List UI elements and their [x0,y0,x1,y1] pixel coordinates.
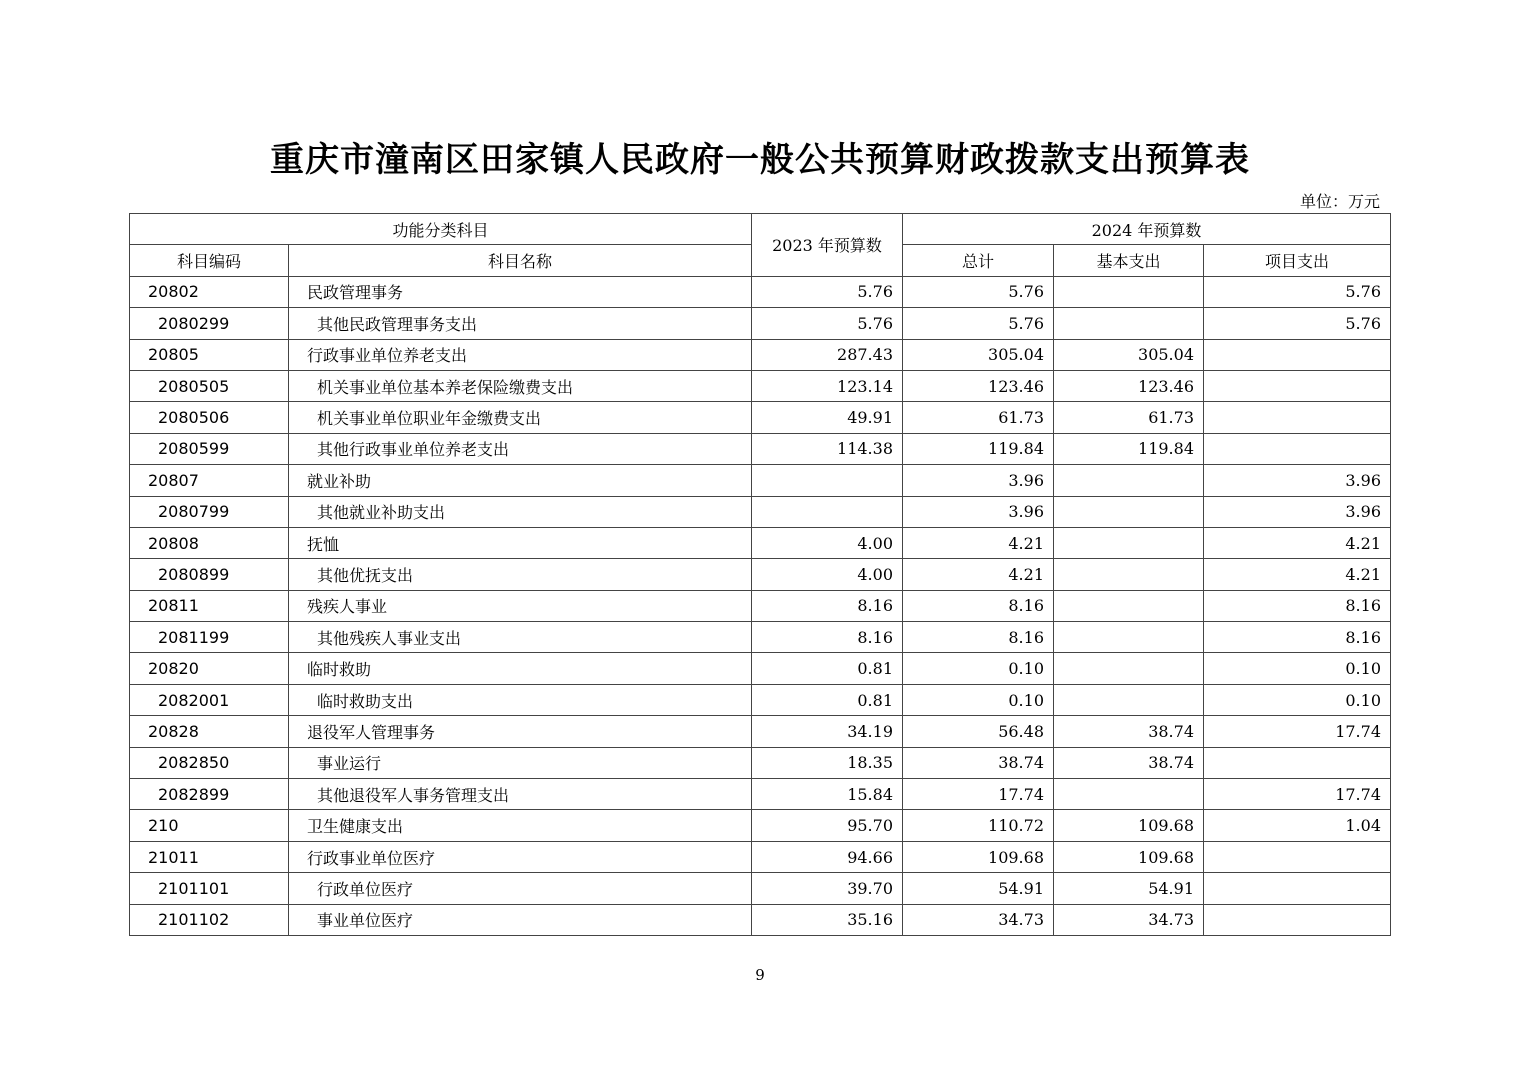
row-code: 20805 [130,339,289,370]
row-basic: 109.68 [1054,841,1204,872]
table-row [130,276,1391,307]
row-code: 2082001 [130,684,289,715]
row-2023: 39.70 [752,873,903,904]
row-total: 17.74 [903,779,1054,810]
row-total: 3.96 [903,496,1054,527]
row-project: 4.21 [1204,527,1391,558]
row-2023: 8.16 [752,622,903,653]
table-row [130,308,1391,339]
row-name: 机关事业单位职业年金缴费支出 [289,402,752,433]
row-2023 [752,465,903,496]
row-2023: 94.66 [752,841,903,872]
row-code: 20808 [130,527,289,558]
table-row [130,402,1391,433]
row-2023: 123.14 [752,370,903,401]
header-basic: 基本支出 [1054,245,1204,276]
row-basic [1054,496,1204,527]
row-2023: 8.16 [752,590,903,621]
table-row [130,465,1391,496]
row-2023: 0.81 [752,653,903,684]
row-code: 2080299 [130,308,289,339]
row-name: 行政事业单位养老支出 [289,339,752,370]
row-code: 20811 [130,590,289,621]
row-project: 17.74 [1204,716,1391,747]
table-row [130,716,1391,747]
row-code: 20820 [130,653,289,684]
row-name: 事业运行 [289,747,752,778]
table-body [130,276,1391,935]
row-basic [1054,653,1204,684]
header-code: 科目编码 [130,245,289,276]
row-basic [1054,779,1204,810]
row-project [1204,339,1391,370]
row-total: 109.68 [903,841,1054,872]
table-row [130,684,1391,715]
row-basic [1054,684,1204,715]
table-row [130,590,1391,621]
row-code: 210 [130,810,289,841]
row-total: 305.04 [903,339,1054,370]
row-2023: 95.70 [752,810,903,841]
table-row [130,747,1391,778]
row-code: 2080799 [130,496,289,527]
row-2023: 49.91 [752,402,903,433]
row-project [1204,433,1391,464]
header-total: 总计 [903,245,1054,276]
row-total: 54.91 [903,873,1054,904]
row-total: 5.76 [903,308,1054,339]
row-basic [1054,308,1204,339]
row-name: 残疾人事业 [289,590,752,621]
row-code: 2080899 [130,559,289,590]
row-name: 临时救助 [289,653,752,684]
row-code: 2080506 [130,402,289,433]
row-basic: 61.73 [1054,402,1204,433]
row-name: 抚恤 [289,527,752,558]
row-basic [1054,590,1204,621]
row-2023: 34.19 [752,716,903,747]
page-title: 重庆市潼南区田家镇人民政府一般公共预算财政拨款支出预算表 [270,140,1250,180]
page-number: 9 [755,966,765,984]
row-total: 4.21 [903,559,1054,590]
row-total: 110.72 [903,810,1054,841]
row-code: 2081199 [130,622,289,653]
row-project: 0.10 [1204,653,1391,684]
table-row [130,779,1391,810]
row-total: 8.16 [903,622,1054,653]
row-basic [1054,527,1204,558]
row-basic: 119.84 [1054,433,1204,464]
row-2023: 15.84 [752,779,903,810]
row-project: 3.96 [1204,465,1391,496]
row-code: 20828 [130,716,289,747]
row-name: 卫生健康支出 [289,810,752,841]
row-name: 退役军人管理事务 [289,716,752,747]
table-row [130,873,1391,904]
table-row [130,653,1391,684]
header-name: 科目名称 [289,245,752,276]
row-2023: 5.76 [752,276,903,307]
row-total: 34.73 [903,904,1054,935]
table-row [130,622,1391,653]
row-name: 其他行政事业单位养老支出 [289,433,752,464]
row-code: 20802 [130,276,289,307]
row-2023: 4.00 [752,527,903,558]
row-name: 其他残疾人事业支出 [289,622,752,653]
row-total: 4.21 [903,527,1054,558]
row-basic: 54.91 [1054,873,1204,904]
row-basic [1054,276,1204,307]
header-func-class: 功能分类科目 [130,214,752,245]
row-name: 其他退役军人事务管理支出 [289,779,752,810]
row-project: 8.16 [1204,622,1391,653]
row-total: 56.48 [903,716,1054,747]
row-name: 临时救助支出 [289,684,752,715]
unit-label: 单位：万元 [1299,192,1380,211]
row-total: 0.10 [903,653,1054,684]
header-2024: 2024 年预算数 [903,214,1391,245]
row-code: 2101102 [130,904,289,935]
row-name: 事业单位医疗 [289,904,752,935]
row-project [1204,370,1391,401]
table-row [130,841,1391,872]
row-total: 61.73 [903,402,1054,433]
row-name: 其他就业补助支出 [289,496,752,527]
row-name: 就业补助 [289,465,752,496]
table-row [130,810,1391,841]
header-2023: 2023 年预算数 [752,214,903,277]
row-2023: 0.81 [752,684,903,715]
row-basic [1054,622,1204,653]
row-total: 0.10 [903,684,1054,715]
table-row [130,370,1391,401]
table-row [130,496,1391,527]
row-total: 119.84 [903,433,1054,464]
row-total: 3.96 [903,465,1054,496]
row-project: 8.16 [1204,590,1391,621]
table-row [130,559,1391,590]
row-total: 5.76 [903,276,1054,307]
row-2023: 5.76 [752,308,903,339]
row-name: 机关事业单位基本养老保险缴费支出 [289,370,752,401]
row-project: 5.76 [1204,308,1391,339]
table-row [130,904,1391,935]
row-code: 2080599 [130,433,289,464]
row-code: 2101101 [130,873,289,904]
row-project [1204,402,1391,433]
row-basic: 38.74 [1054,747,1204,778]
row-basic: 305.04 [1054,339,1204,370]
row-name: 行政单位医疗 [289,873,752,904]
row-code: 20807 [130,465,289,496]
row-project: 4.21 [1204,559,1391,590]
budget-table [129,213,1391,936]
table-row [130,339,1391,370]
row-2023: 114.38 [752,433,903,464]
row-total: 38.74 [903,747,1054,778]
row-project [1204,904,1391,935]
row-2023: 35.16 [752,904,903,935]
row-2023: 287.43 [752,339,903,370]
row-total: 123.46 [903,370,1054,401]
row-total: 8.16 [903,590,1054,621]
row-project: 3.96 [1204,496,1391,527]
row-project: 5.76 [1204,276,1391,307]
header-project: 项目支出 [1204,245,1391,276]
row-project: 1.04 [1204,810,1391,841]
row-basic: 123.46 [1054,370,1204,401]
row-project [1204,747,1391,778]
row-name: 民政管理事务 [289,276,752,307]
row-basic [1054,559,1204,590]
row-project [1204,841,1391,872]
row-name: 其他民政管理事务支出 [289,308,752,339]
row-2023 [752,496,903,527]
row-project [1204,873,1391,904]
row-name: 其他优抚支出 [289,559,752,590]
table-row [130,527,1391,558]
table-row [130,433,1391,464]
row-basic: 109.68 [1054,810,1204,841]
row-basic: 38.74 [1054,716,1204,747]
row-2023: 4.00 [752,559,903,590]
row-project: 0.10 [1204,684,1391,715]
row-basic: 34.73 [1054,904,1204,935]
row-basic [1054,465,1204,496]
row-code: 2082850 [130,747,289,778]
row-name: 行政事业单位医疗 [289,841,752,872]
row-code: 21011 [130,841,289,872]
row-2023: 18.35 [752,747,903,778]
row-code: 2080505 [130,370,289,401]
row-project: 17.74 [1204,779,1391,810]
row-code: 2082899 [130,779,289,810]
